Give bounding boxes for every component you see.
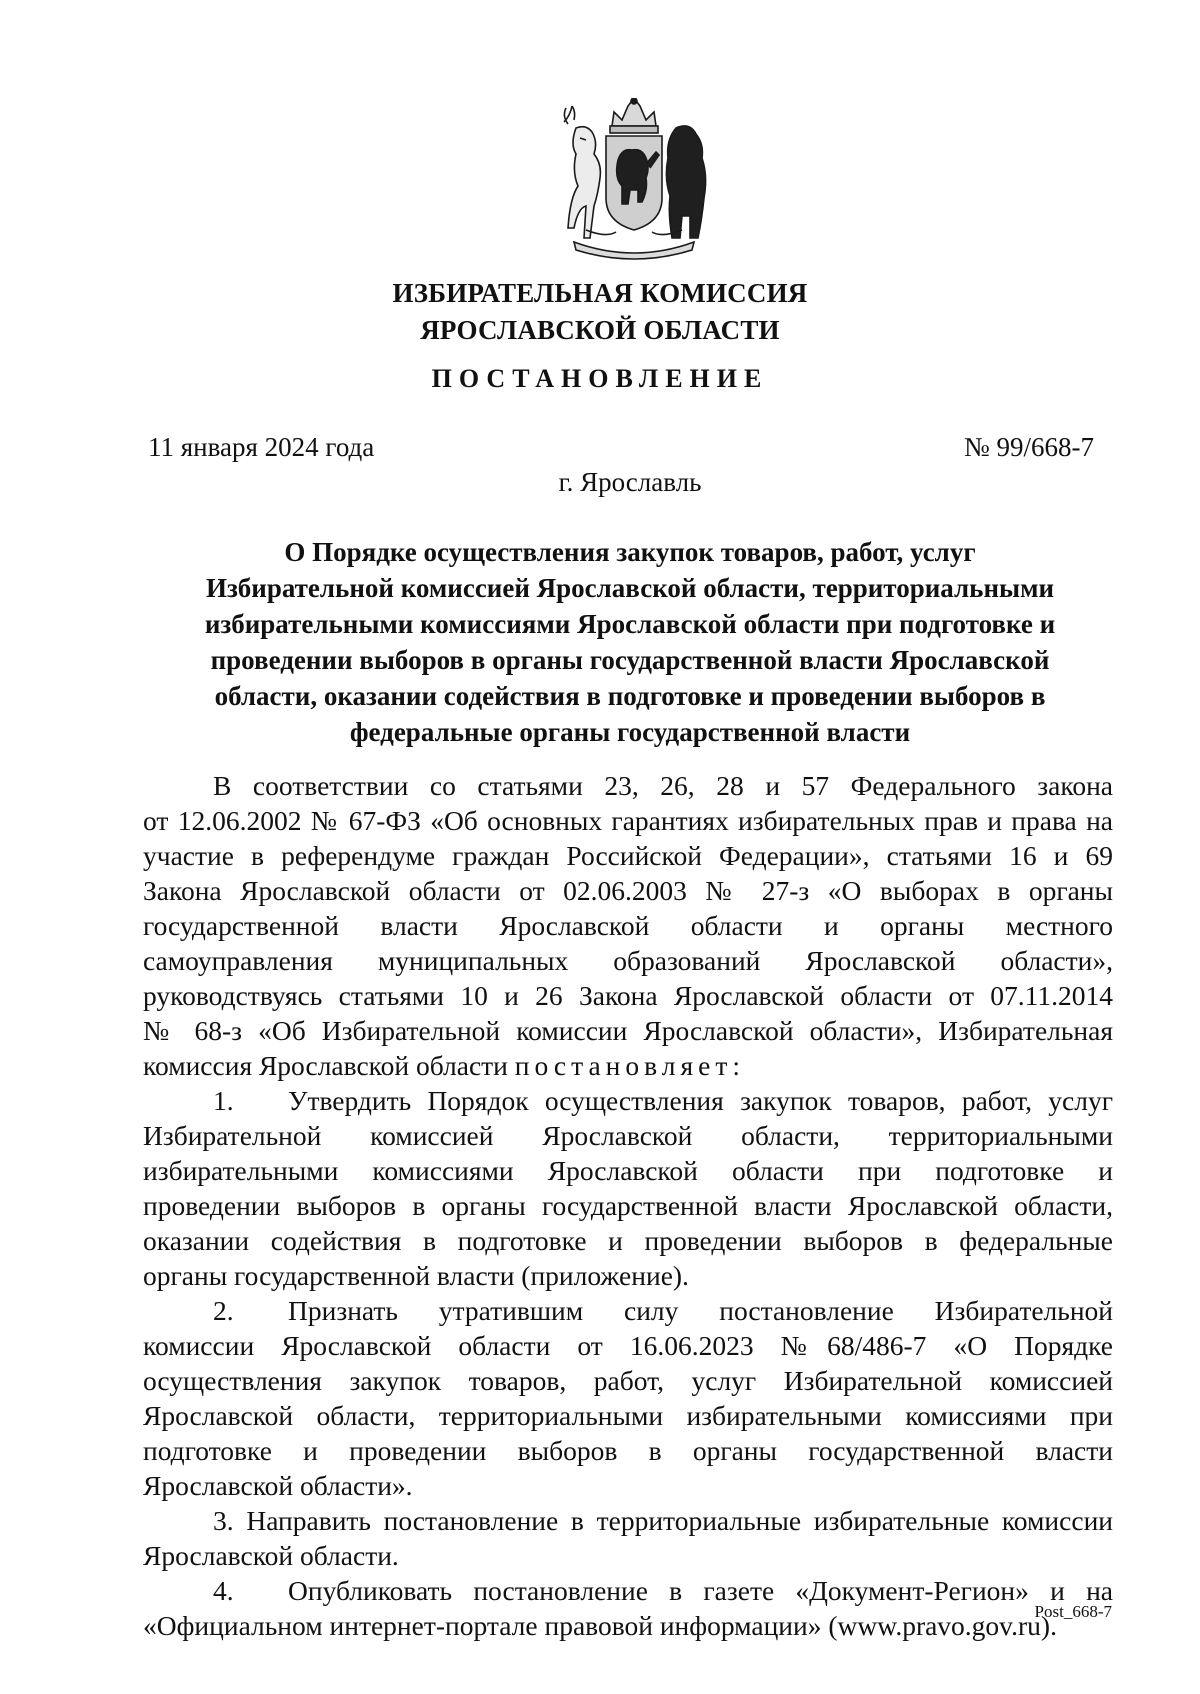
preamble-line: № 68-з «Об Избирательной комиссии Ярославской области», Избирательная <box>143 1015 1113 1046</box>
resolves-keyword: постановляет: <box>514 1050 746 1081</box>
item-2-line: осуществления закупок товаров, работ, услуг Избирательной комиссией <box>143 1365 1113 1396</box>
preamble-line <box>143 1048 1113 1083</box>
preamble-line: самоуправления муниципальных образований Ярославской области», <box>143 945 1113 976</box>
item-2-line: Ярославской области, территориальными избирательными комиссиями при <box>143 1400 1113 1431</box>
preamble-line: государственной власти Ярославской области и органы местного <box>143 910 1113 941</box>
subject-line: федеральные органы государственной власти <box>349 717 911 747</box>
item-2-first-line: 2. Признать утратившим силу постановление Избирательной <box>213 1295 1113 1326</box>
document-date: 11 января 2024 года <box>148 432 375 462</box>
document-body <box>143 768 1113 1643</box>
item-2-line: комиссии Ярославской области от 16.06.2023 №68/486-7 «О Порядке <box>143 1330 1113 1361</box>
item-number: 2. <box>213 1295 234 1326</box>
item-1-line: проведении выборов в органы государственной власти Ярославской области, <box>143 1190 1113 1221</box>
preamble-line: В соответствии со статьями 23, 26, 28 и 57 Федерального закона <box>213 770 1113 801</box>
subject-line: области, оказании содействия в подготовке и проведении выборов в <box>214 681 1046 711</box>
document-type-title: ПОСТАНОВЛЕНИЕ <box>431 364 769 393</box>
preamble-line: участие в референдуме граждан Российской Федерации», статьями 16 и 69 <box>143 840 1113 871</box>
document-number: № 99/668-7 <box>963 432 1094 462</box>
subject-line: проведении выборов в органы государственной власти Ярославской <box>210 645 1050 675</box>
item-number: 4. <box>213 1575 234 1606</box>
preamble-last-prefix: комиссия Ярославской области <box>143 1050 515 1081</box>
document-city: г. Ярославль <box>558 467 702 497</box>
item-1-line: органы государственной власти (приложение). <box>143 1260 689 1291</box>
subject-line: О Порядке осуществления закупок товаров, работ, услуг <box>284 537 976 567</box>
preamble-line: руководствуясь статьями 10 и 26 Закона Ярославской области от 07.11.2014 <box>143 980 1113 1011</box>
item-4-first-line: 4. Опубликовать постановление в газете «Документ-Регион» и на <box>213 1575 1113 1606</box>
coat-of-arms-emblem <box>556 98 712 264</box>
issuer-name-line-2: ЯРОСЛАВСКОЙ ОБЛАСТИ <box>420 315 780 345</box>
subject-line: избирательными комиссиями Ярославской области при подготовке и <box>204 609 1056 639</box>
document-subject <box>150 534 1110 750</box>
item-3-first-line: 3. Направить постановление в территориальные избирательные комиссии <box>213 1505 1113 1536</box>
document-file-id: Post_668-7 <box>1034 1602 1112 1621</box>
item-3-line: Ярославской области. <box>143 1540 399 1571</box>
item-1-line: оказании содействия в подготовке и проведении выборов в федеральные <box>143 1225 1113 1256</box>
preamble-line: Закона Ярославской области от 02.06.2003 № 27-з «О выборах в органы <box>143 875 1113 906</box>
item-4-line: «Официальном интернет-портале правовой информации» (www.pravo.gov.ru). <box>143 1610 1057 1641</box>
item-number: 3. <box>213 1505 234 1536</box>
subject-line: Избирательной комиссией Ярославской области, территориальными <box>205 573 1055 603</box>
item-1-first-line: 1. Утвердить Порядок осуществления закупок товаров, работ, услуг <box>213 1085 1113 1116</box>
item-2-line: Ярославской области». <box>143 1470 413 1501</box>
item-1-line: Избирательной комиссией Ярославской области, территориальными <box>143 1120 1113 1151</box>
issuer-name-line-1: ИЗБИРАТЕЛЬНАЯ КОМИССИЯ <box>392 278 808 308</box>
item-1-line: избирательными комиссиями Ярославской области при подготовке и <box>143 1155 1113 1186</box>
item-2-line: подготовке и проведении выборов в органы государственной власти <box>143 1435 1113 1466</box>
preamble-line: от 12.06.2002 № 67-ФЗ «Об основных гарантиях избирательных прав и права на <box>143 805 1113 836</box>
item-number: 1. <box>213 1085 234 1116</box>
